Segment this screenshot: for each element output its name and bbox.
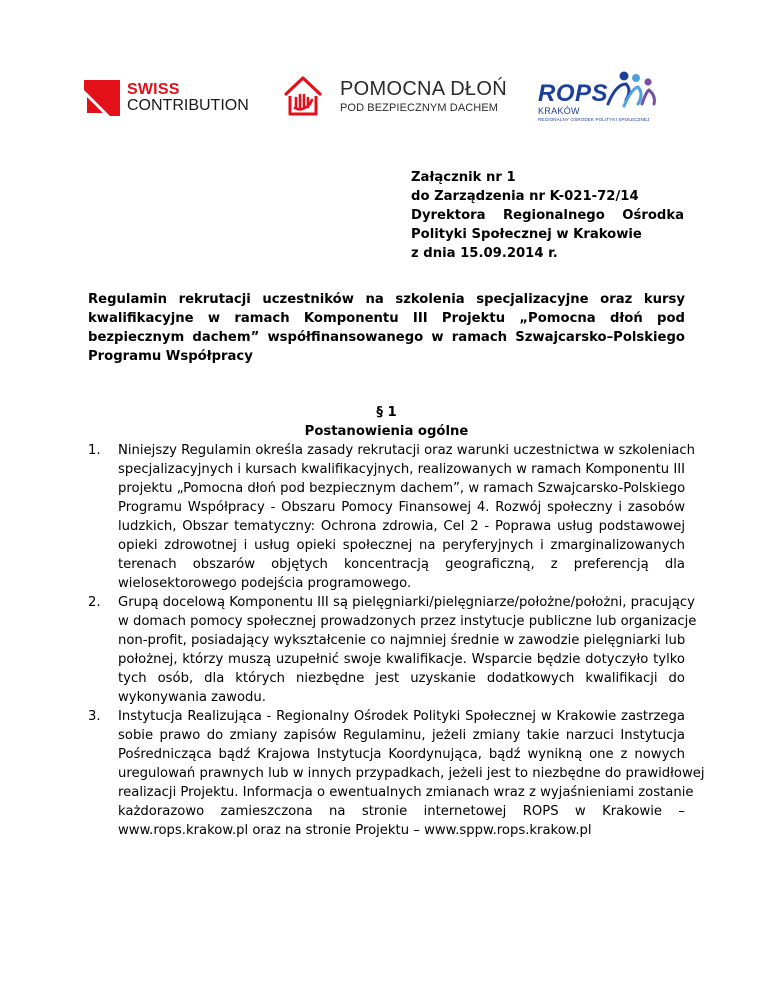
annex-reference	[411, 168, 684, 263]
title-line: Programu Współpracy	[88, 349, 253, 364]
rops-logo	[536, 70, 666, 126]
clause-text-line: non-profit, posiadający wykształcenie co najmniej średnie w zawodzie pielęgniarki lub	[118, 633, 686, 648]
house-hand-icon	[284, 74, 322, 118]
clause-text-line: Niniejszy Regulamin określa zasady rekrutacji oraz warunki uczestnictwa w szkoleniach	[118, 443, 695, 458]
clause-item	[88, 593, 697, 707]
clause-text-line: specjalizacyjnych i kursach kwalifikacyjnych, realizowanych w ramach Komponentu III	[118, 462, 685, 477]
section-heading: Postanowienia ogólne	[304, 424, 469, 439]
section-number: § 1	[376, 405, 397, 420]
annex-line: Załącznik nr 1	[411, 170, 516, 185]
clause-item	[88, 441, 695, 593]
clause-text-line: wykonywania zawodu.	[118, 690, 266, 705]
clause-text-line: opieki zdrowotnej i usług opieki społecznej na peryferyjnych i zmarginalizowanych	[118, 538, 685, 553]
annex-line: Polityki Społecznej w Krakowie	[411, 227, 642, 242]
clause-text-line: każdorazowo zamieszczona na stronie internetowej ROPS w Krakowie –	[118, 804, 685, 819]
clause-text-line: www.rops.krakow.pl oraz na stronie Projektu – www.sppw.rops.krakow.pl	[118, 823, 592, 838]
title-line: Regulamin rekrutacji uczestników na szkolenia specjalizacyjne oraz kursy	[88, 292, 685, 307]
clause-item	[88, 707, 705, 840]
clause-number: 1.	[88, 443, 101, 458]
clause-text-line: tych osób, dla których niezbędne jest uzyskanie dodatkowych kwalifikacji do	[118, 671, 685, 686]
clause-text-line: uregulowań prawnych lub w innych przypadkach, jeżeli jest to niezbędne do prawidłowej	[118, 766, 705, 781]
rops-logo-name: ROPS	[538, 80, 609, 107]
clause-text-line: realizacji Projektu. Informacja o ewentualnych zmianach wraz z wyjaśnieniami zostanie	[118, 785, 694, 800]
clause-text-line: Pośrednicząca bądź Krajowa Instytucja Koordynująca, bądź wynikną one z nowych	[118, 747, 685, 762]
rops-logo-city: KRAKÓW	[538, 106, 580, 116]
swiss-flag-icon	[84, 80, 120, 116]
rops-logo-subtitle: REGIONALNY OŚRODEK POLITYKI SPOŁECZNEJ	[538, 117, 650, 122]
pomocna-dlon-logo	[284, 72, 507, 120]
title-line: bezpiecznym dachem” współfinansowanego w ramach Szwajcarsko–Polskiego	[88, 330, 685, 345]
clause-number: 2.	[88, 595, 101, 610]
clause-text-line: położnej, którzy muszą uzupełnić swoje kwalifikacje. Wsparcie będzie dotyczyło tylko	[118, 652, 685, 667]
clause-list	[88, 441, 705, 840]
clause-text-line: Instytucja Realizująca - Regionalny Ośrodek Polityki Społecznej w Krakowie zastrzega	[118, 709, 685, 724]
clause-text-line: ludzkich, Obszar tematyczny: Ochrona zdrowia, Cel 2 - Poprawa usług podstawowej	[118, 519, 685, 534]
clause-text-line: w domach pomocy społecznej prowadzonych przez instytucje publiczne lub organizacje	[118, 614, 697, 629]
clause-text-line: sobie prawo do zmiany zapisów Regulaminu, jeżeli zmiany takie narzuci Instytucja	[118, 728, 685, 743]
people-figures-icon	[602, 70, 660, 110]
pomocna-logo-line1: POMOCNA DŁOŃ	[340, 78, 507, 100]
clause-text-line: wielosektorowego podejścia programowego.	[118, 576, 412, 591]
swiss-logo-line1: SWISS	[127, 81, 180, 98]
title-line: kwalifikacyjne w ramach Komponentu III Projektu „Pomocna dłoń pod	[88, 311, 685, 326]
swiss-logo-line2: CONTRIBUTION	[127, 97, 249, 114]
annex-line: do Zarządzenia nr K-021-72/14	[411, 189, 639, 204]
pomocna-logo-line2: POD BEZPIECZNYM DACHEM	[340, 102, 499, 114]
swiss-contribution-logo	[84, 80, 249, 116]
clause-number: 3.	[88, 709, 101, 724]
document-title	[88, 290, 685, 366]
annex-line: z dnia 15.09.2014 r.	[411, 246, 558, 261]
clause-text-line: terenach obszarów objętych koncentracją geograficzną, z preferencją dla	[118, 557, 685, 572]
clause-text-line: projektu „Pomocna dłoń pod bezpiecznym dachem”, w ramach Szwajcarsko-Polskiego	[118, 481, 686, 496]
annex-line: Dyrektora Regionalnego Ośrodka	[411, 208, 684, 223]
clause-text-line: Programu Współpracy - Obszaru Pomocy Finansowej 4. Rozwój społeczny i zasobów	[118, 500, 685, 515]
clause-text-line: Grupą docelową Komponentu III są pielęgniarki/pielęgniarze/położne/położni, pracujący	[118, 595, 695, 610]
